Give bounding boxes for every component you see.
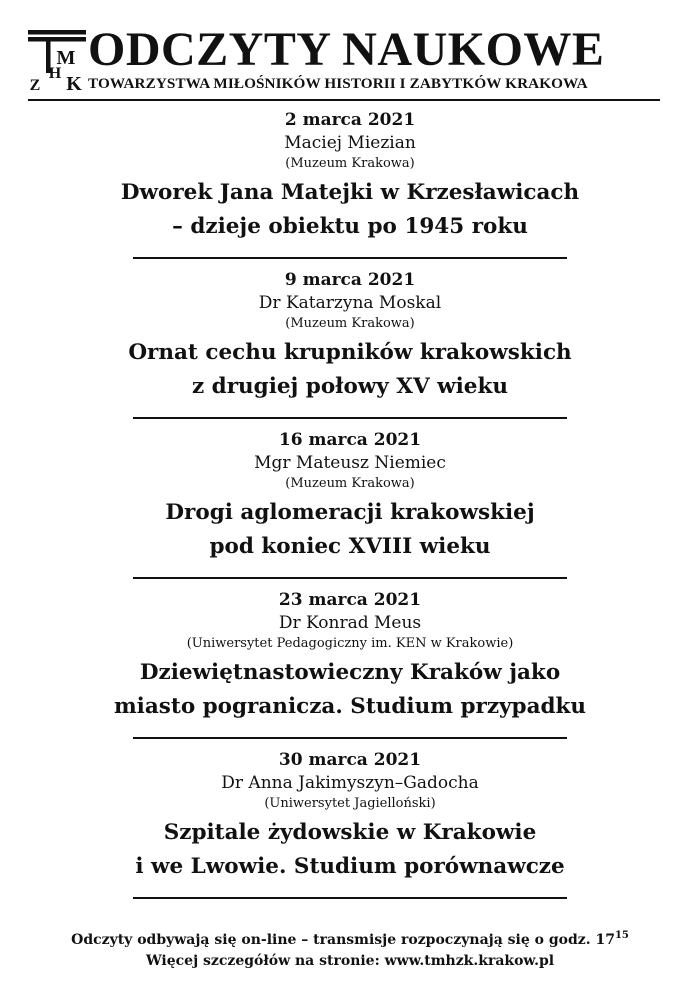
lecture-speaker: Mgr Mateusz Niemiec [254, 453, 446, 473]
logo-letter-m: M [56, 47, 76, 69]
lecture-item [0, 108, 700, 244]
lecture-title-line: Drogi aglomeracji krakowskiej [165, 500, 535, 525]
tmhzk-logo [28, 30, 86, 92]
lecture-date: 2 marca 2021 [284, 110, 416, 130]
page-subtitle: TOWARZYSTWA MIŁOŚNIKÓW HISTORII I ZABYTKÓW KRAKOWA [88, 75, 588, 92]
header-divider [28, 99, 660, 101]
lecture-affiliation: (Uniwersytet Pedagogiczny im. KEN w Krakowie) [186, 636, 514, 651]
lecture-title-line: Ornat cechu krupników krakowskich [128, 340, 572, 365]
lecture-title-line: miasto pogranicza. Studium przypadku [113, 694, 587, 719]
lecture-title-line: pod koniec XVIII wieku [209, 534, 491, 559]
lecture-item [0, 268, 700, 404]
header [28, 24, 660, 96]
divider [133, 577, 567, 579]
lecture-title [0, 176, 700, 244]
lecture-title-line: i we Lwowie. Studium porównawcze [135, 854, 565, 879]
lecture-title-line: Dworek Jana Matejki w Krzesławicach [120, 180, 580, 205]
lecture-speaker: Maciej Miezian [284, 133, 416, 153]
divider [133, 737, 567, 739]
lecture-affiliation: (Uniwersytet Jagielloński) [264, 796, 436, 811]
logo-letter-h: H [48, 65, 62, 82]
lecture-title [0, 336, 700, 404]
divider [133, 257, 567, 259]
lecture-affiliation: (Muzeum Krakowa) [285, 316, 415, 331]
page-title: ODCZYTY NAUKOWE [88, 23, 605, 76]
lecture-affiliation: (Muzeum Krakowa) [285, 476, 415, 491]
divider [133, 417, 567, 419]
lecture-speaker: Dr Anna Jakimyszyn–Gadocha [221, 773, 479, 793]
lecture-title [0, 656, 700, 724]
lecture-title-line: z drugiej połowy XV wieku [191, 374, 509, 399]
lecture-item [0, 588, 700, 724]
lecture-title [0, 496, 700, 564]
footer-schedule-note [0, 930, 700, 951]
lecture-title-line: Dziewiętnastowieczny Kraków jako [139, 660, 561, 685]
footer-time-minutes: 15 [614, 930, 629, 941]
logo-letter-k: K [66, 73, 82, 92]
lecture-list [0, 108, 700, 908]
lecture-title-line: – dzieje obiektu po 1945 roku [172, 214, 528, 239]
lecture-item [0, 428, 700, 564]
footer-schedule-text: Odczyty odbywają się on-line – transmisje rozpoczynają się o godz. 17 [71, 932, 615, 948]
lecture-speaker: Dr Konrad Meus [278, 613, 422, 633]
footer [0, 930, 700, 972]
lecture-date: 16 marca 2021 [278, 430, 422, 450]
footer-website-note: Więcej szczegółów na stronie: www.tmhzk.krakow.pl [145, 953, 555, 969]
lecture-title-line: Szpitale żydowskie w Krakowie [163, 820, 537, 845]
lecture-date: 9 marca 2021 [284, 270, 416, 290]
lecture-speaker: Dr Katarzyna Moskal [258, 293, 442, 313]
logo-letter-z: Z [29, 77, 41, 92]
lecture-affiliation: (Muzeum Krakowa) [285, 156, 415, 171]
divider [133, 897, 567, 899]
lecture-title [0, 816, 700, 884]
lecture-date: 23 marca 2021 [278, 590, 422, 610]
lecture-date: 30 marca 2021 [278, 750, 422, 770]
lecture-item [0, 748, 700, 884]
